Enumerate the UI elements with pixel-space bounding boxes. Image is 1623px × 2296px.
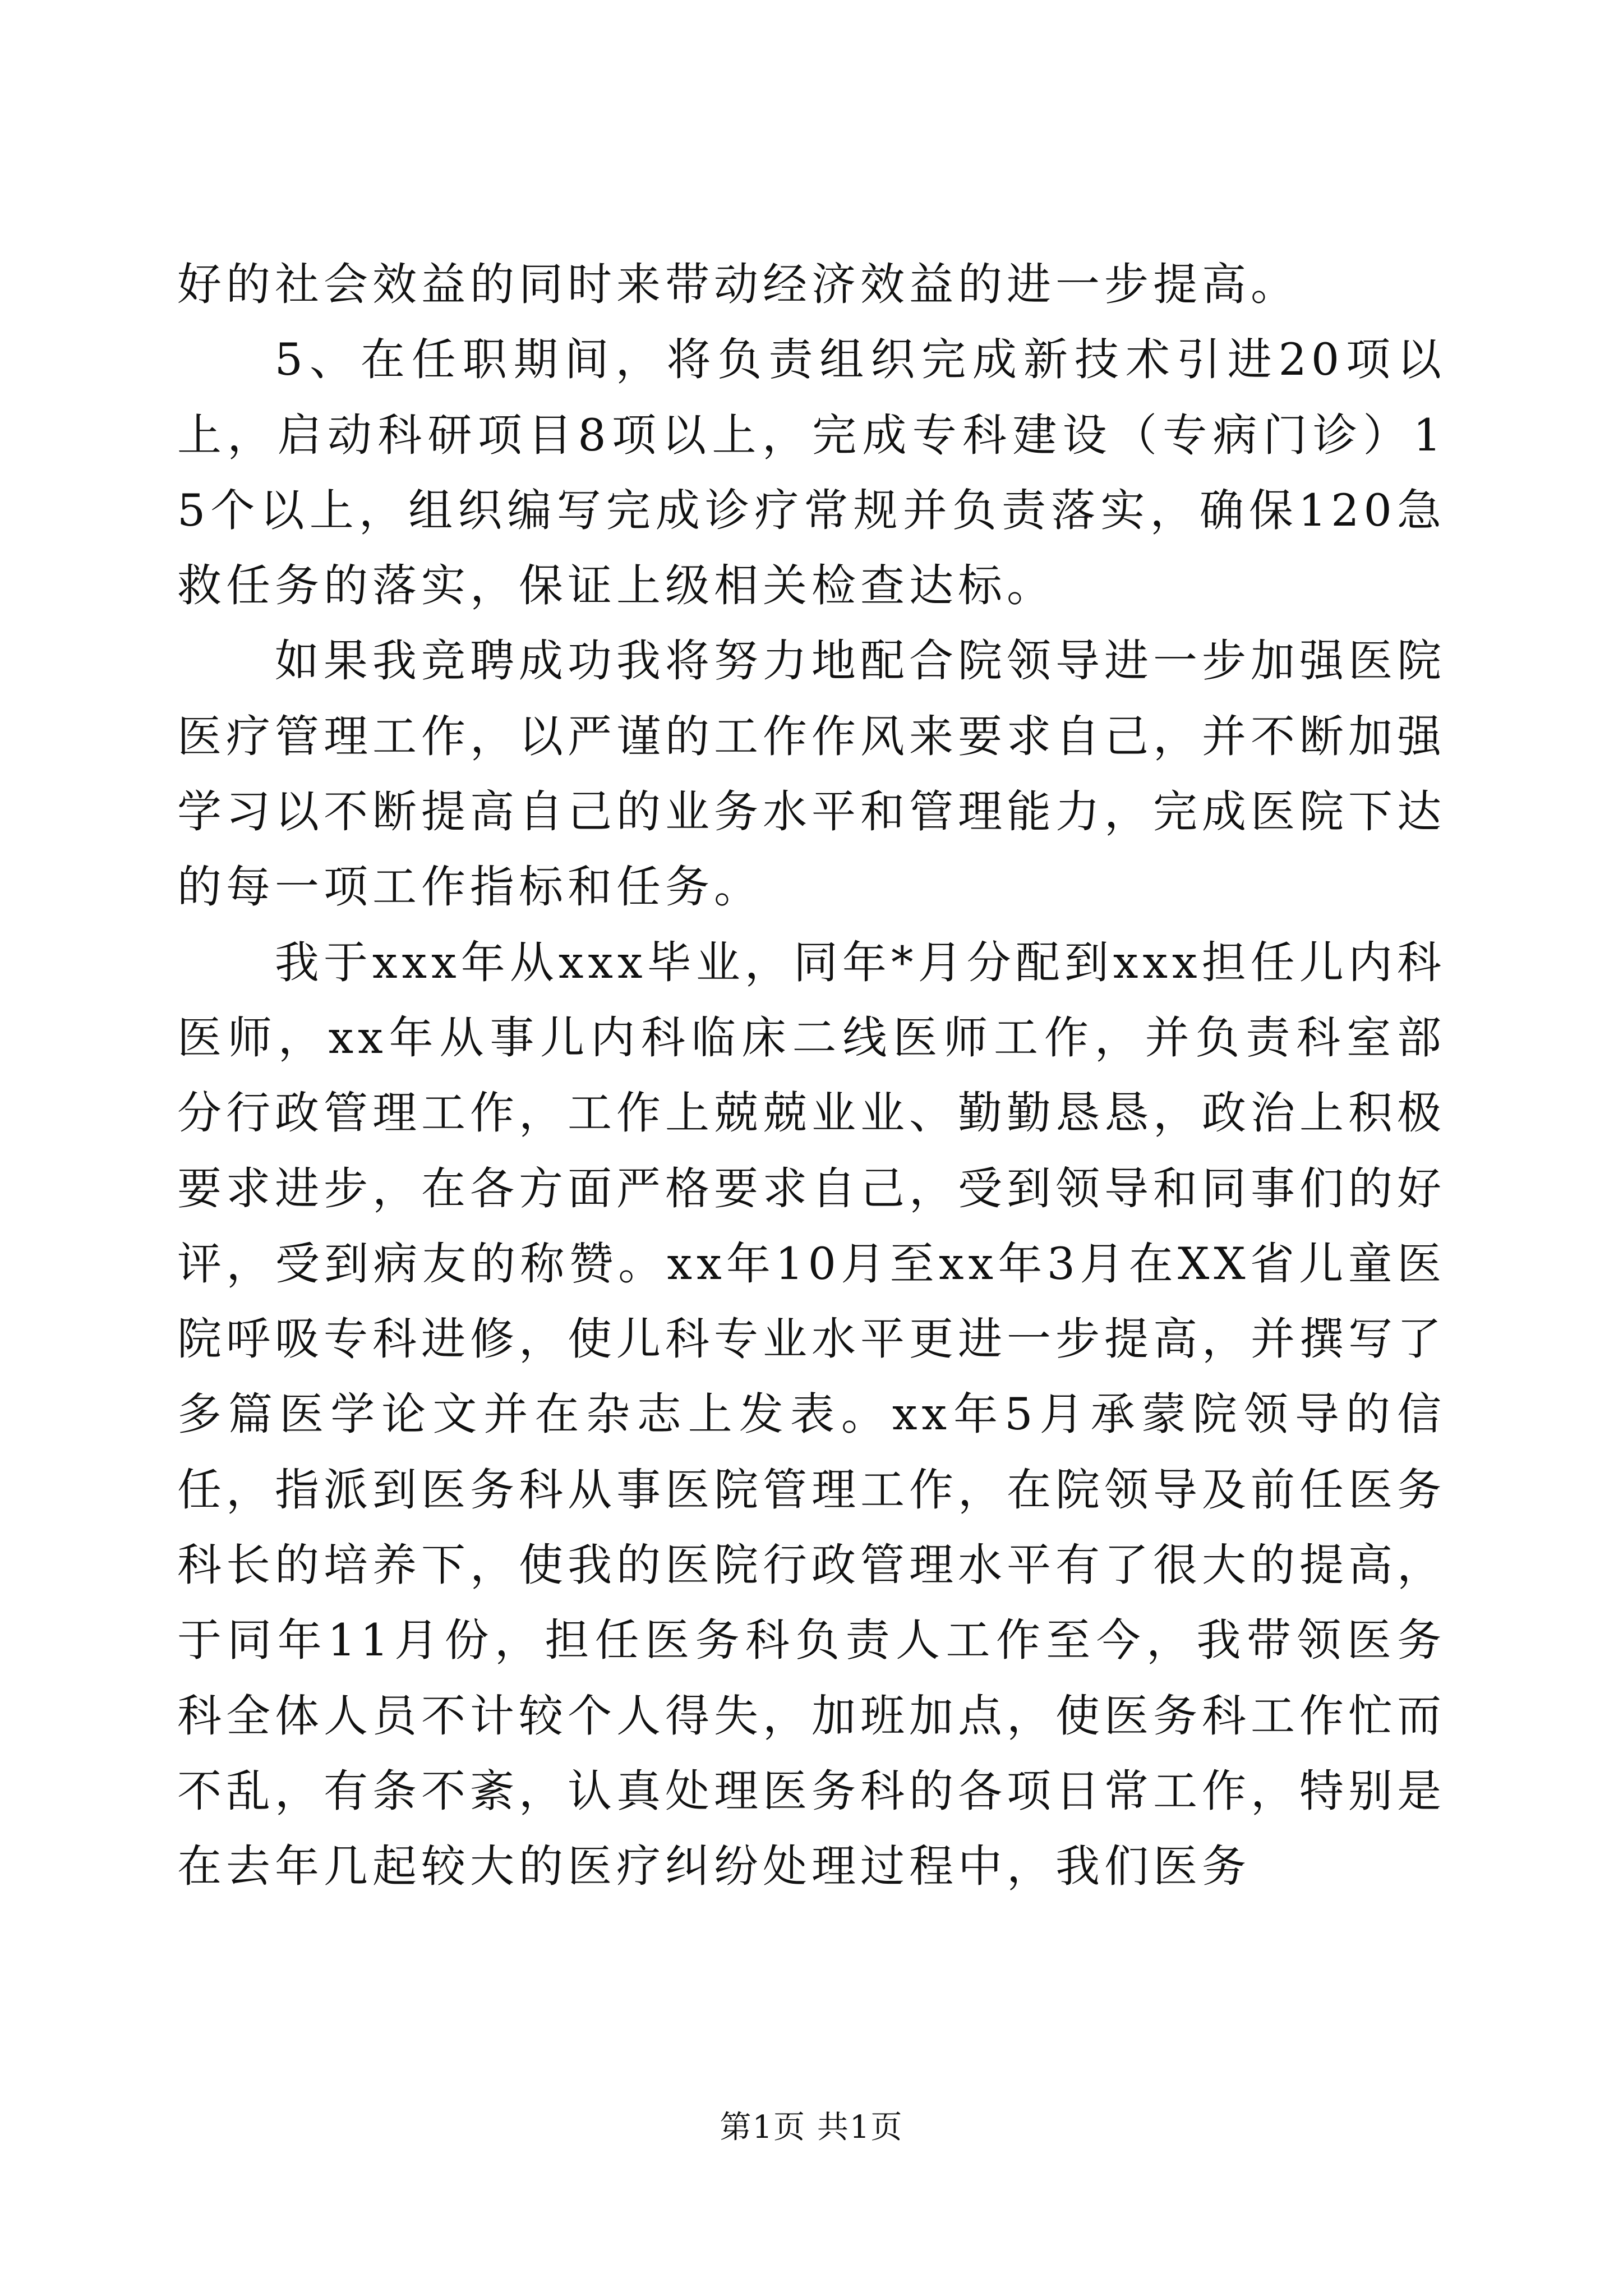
page-footer: 第1页 共1页 (720, 2109, 903, 2146)
document-body (177, 247, 1446, 1904)
paragraph-item-5: 5、在任职期间，将负责组织完成新技术引进20项以上，启动科研项目8项以上，完成专科建设（专病门诊）15个以上，组织编写完成诊疗常规并负责落实，确保120急救任务的落实，保证上级相关检查达标。 (177, 334, 1446, 612)
paragraph-resume: 我于xxx年从xxx毕业，同年*月分配到xxx担任儿内科医师，xx年从事儿内科临床二线医师工作，并负责科室部分行政管理工作，工作上兢兢业业、勤勤恳恳，政治上积极要求进步，在各方面严格要求自己，受到领导和同事们的好评，受到病友的称赞。xx年10月至xx年3月在XX省儿童医院呼吸专科进修，使儿科专业水平更进一步提高，并撰写了多篇医学论文并在杂志上发表。xx年5月承蒙院领导的信任，指派到医务科从事医院管理工作，在院领导及前任医务科长的培养下，使我的医院行政管理水平有了很大的提高，于同年11月份，担任医务科负责人工作至今，我带领医务科全体人员不计较个人得失，加班加点，使医务科工作忙而不乱，有条不紊，认真处理医务科的各项日常工作，特别是在去年几起较大的医疗纠纷处理过程中，我们医务 (177, 936, 1446, 1893)
paragraph-continuation: 好的社会效益的同时来带动经济效益的进一步提高。 (177, 259, 1299, 310)
paragraph-commitment: 如果我竞聘成功我将努力地配合院领导进一步加强医院医疗管理工作，以严谨的工作作风来要求自己，并不断加强学习以不断提高自己的业务水平和管理能力，完成医院下达的每一项工作指标和任务。 (177, 635, 1446, 913)
